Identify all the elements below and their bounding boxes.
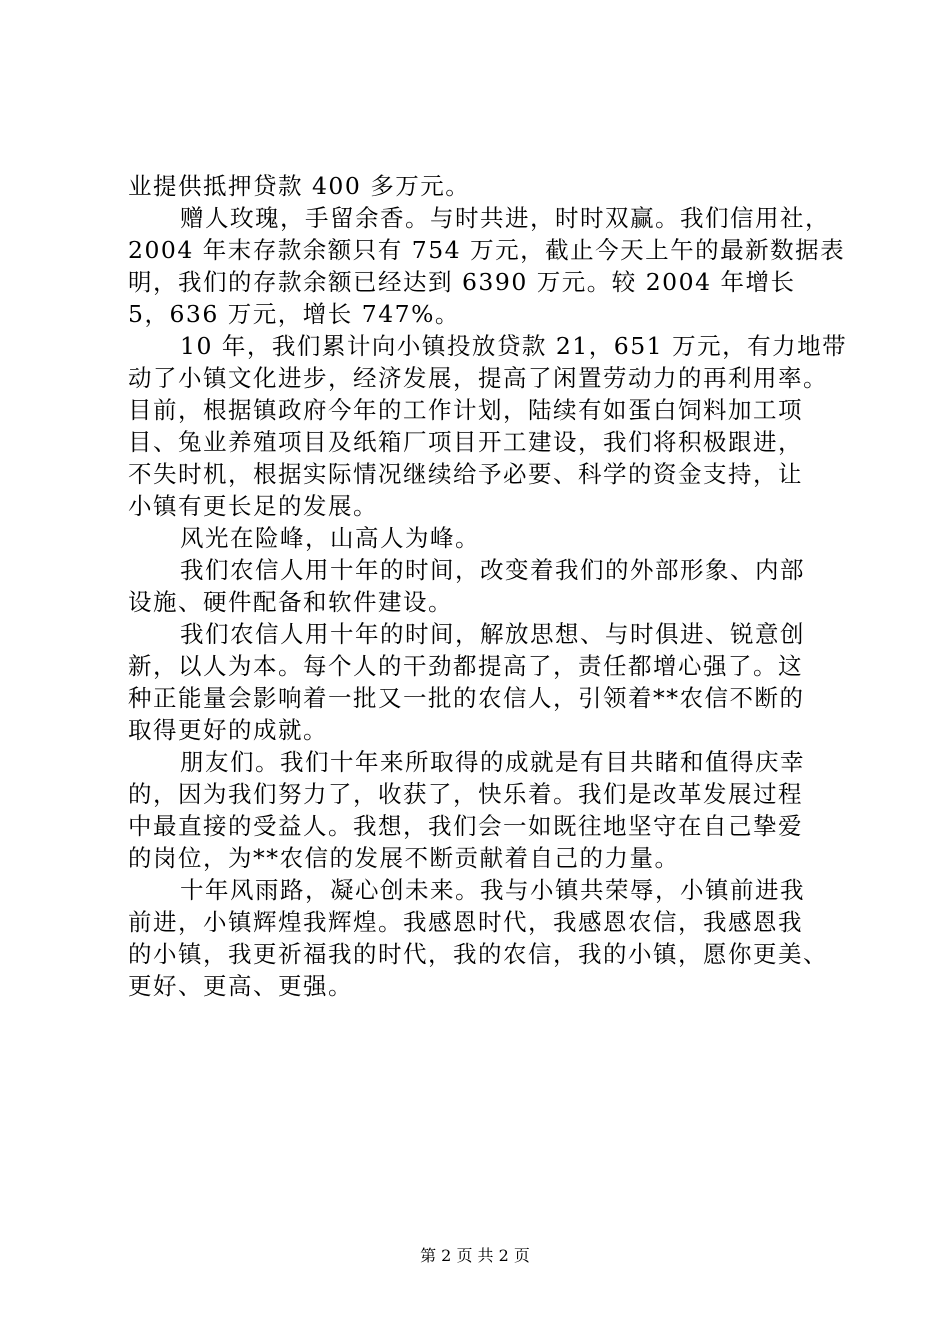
text-line: 取得更好的成就。 <box>128 716 328 744</box>
text-line: 小镇有更长足的发展。 <box>128 492 378 520</box>
text-line: 更好、更高、更强。 <box>128 972 353 1000</box>
text-line: 的岗位，为**农信的发展不断贡献着自己的力量。 <box>128 844 680 872</box>
paragraph-start-line: 我们农信人用十年的时间，改变着我们的外部形象、内部 <box>180 556 805 584</box>
text-line: 目、兔业养殖项目及纸箱厂项目开工建设，我们将积极跟进， <box>128 428 803 456</box>
text-line: 动了小镇文化进步，经济发展，提高了闲置劳动力的再利用率。 <box>128 364 828 392</box>
paragraph-start-line: 朋友们。我们十年来所取得的成就是有目共睹和值得庆幸 <box>180 748 805 776</box>
text-line: 的小镇，我更祈福我的时代，我的农信，我的小镇，愿你更美、 <box>128 940 828 968</box>
paragraph-start-line: 十年风雨路，凝心创未来。我与小镇共荣辱，小镇前进我 <box>180 876 805 904</box>
text-line: 前进，小镇辉煌我辉煌。我感恩时代，我感恩农信，我感恩我 <box>128 908 803 936</box>
page-number-footer: 第 2 页 共 2 页 <box>420 1246 530 1265</box>
paragraph-start-line: 赠人玫瑰，手留余香。与时共进，时时双赢。我们信用社， <box>180 204 830 232</box>
text-line: 中最直接的受益人。我想，我们会一如既往地坚守在自己挚爱 <box>128 812 803 840</box>
document-body <box>128 170 868 1002</box>
text-line: 设施、硬件配备和软件建设。 <box>128 588 453 616</box>
text-line: 的，因为我们努力了，收获了，快乐着。我们是改革发展过程 <box>128 780 803 808</box>
paragraph-start-line: 我们农信人用十年的时间，解放思想、与时俱进、锐意创 <box>180 620 805 648</box>
text-line: 不失时机，根据实际情况继续给予必要、科学的资金支持，让 <box>128 460 803 488</box>
text-line: 目前，根据镇政府今年的工作计划，陆续有如蛋白饲料加工项 <box>128 396 803 424</box>
text-line: 明，我们的存款余额已经达到 6390 万元。较 2004 年增长 <box>128 268 796 296</box>
paragraph-start-line: 风光在险峰，山高人为峰。 <box>180 524 480 552</box>
text-line: 新，以人为本。每个人的干劲都提高了，责任都增心强了。这 <box>128 652 803 680</box>
text-line: 种正能量会影响着一批又一批的农信人，引领着**农信不断的 <box>128 684 805 712</box>
paragraph-start-line: 10 年，我们累计向小镇投放贷款 21，651 万元，有力地带 <box>180 332 848 360</box>
text-line: 5，636 万元，增长 747%。 <box>128 300 460 328</box>
text-line: 业提供抵押贷款 400 多万元。 <box>128 172 471 200</box>
text-line: 2004 年末存款余额只有 754 万元，截止今天上午的最新数据表 <box>128 236 846 264</box>
